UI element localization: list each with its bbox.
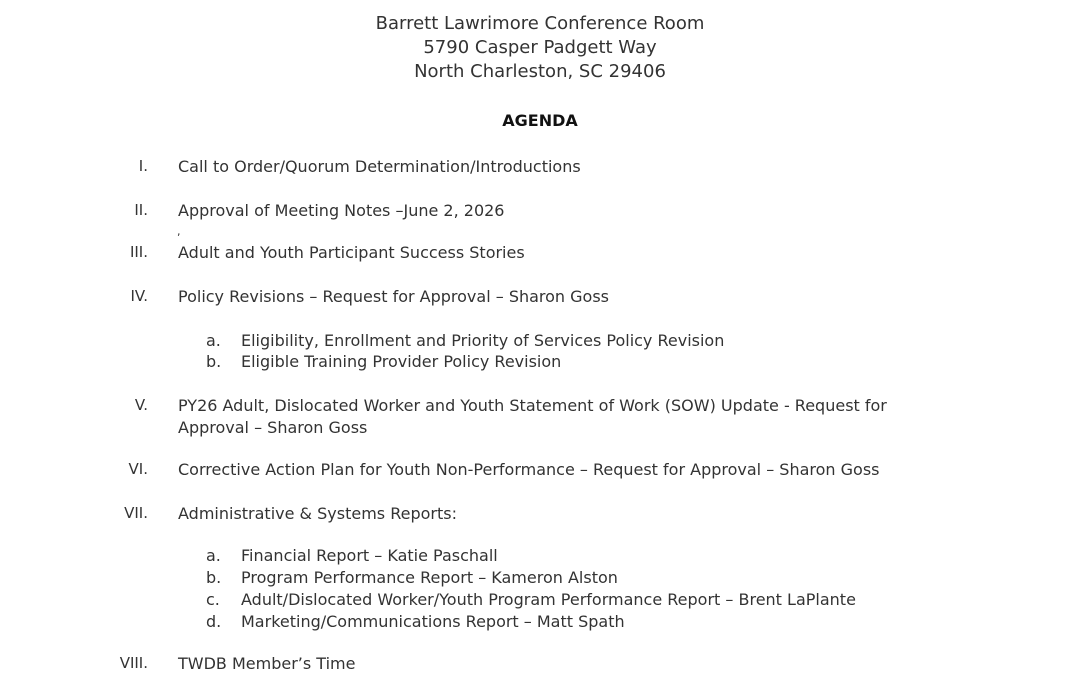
agenda-item: Approval of Meeting Notes –June 2, 2026 bbox=[178, 201, 505, 220]
agenda-item: Policy Revisions – Request for Approval – Sharon Goss bbox=[178, 287, 610, 306]
stray-mark: , bbox=[177, 225, 181, 238]
agenda-subitem: Adult/Dislocated Worker/Youth Program Performance Report – Brent LaPlante bbox=[241, 590, 856, 609]
item-number: III. bbox=[129, 243, 148, 261]
subitem-letter: c. bbox=[206, 590, 220, 609]
agenda-title: AGENDA bbox=[502, 111, 578, 130]
item-number: IV. bbox=[130, 287, 148, 305]
agenda-item: Call to Order/Quorum Determination/Introductions bbox=[178, 157, 581, 176]
subitem-letter: d. bbox=[206, 612, 222, 631]
agenda-item: TWDB Member’s Time bbox=[178, 654, 356, 673]
item-number: V. bbox=[134, 396, 148, 414]
agenda-item: Administrative & Systems Reports: bbox=[178, 504, 457, 523]
item-number: VII. bbox=[124, 504, 148, 522]
agenda-item: Adult and Youth Participant Success Stories bbox=[178, 243, 525, 262]
item-number: II. bbox=[134, 201, 148, 219]
agenda-subitem: Marketing/Communications Report – Matt Spath bbox=[241, 612, 625, 631]
agenda-item-continued: Approval – Sharon Goss bbox=[178, 418, 368, 437]
agenda-item: Corrective Action Plan for Youth Non-Performance – Request for Approval – Sharon Goss bbox=[178, 460, 880, 479]
agenda-item: PY26 Adult, Dislocated Worker and Youth Statement of Work (SOW) Update - Request for bbox=[178, 396, 887, 415]
venue-city: North Charleston, SC 29406 bbox=[414, 61, 666, 82]
agenda-subitem: Eligibility, Enrollment and Priority of Services Policy Revision bbox=[241, 331, 725, 350]
subitem-letter: a. bbox=[206, 546, 221, 565]
item-number: I. bbox=[138, 157, 148, 175]
subitem-letter: b. bbox=[206, 352, 222, 371]
agenda-subitem: Program Performance Report – Kameron Alston bbox=[241, 568, 618, 587]
subitem-letter: a. bbox=[206, 331, 221, 350]
agenda-subitem: Eligible Training Provider Policy Revision bbox=[241, 352, 562, 371]
venue-name: Barrett Lawrimore Conference Room bbox=[375, 13, 705, 34]
subitem-letter: b. bbox=[206, 568, 222, 587]
agenda-subitem: Financial Report – Katie Paschall bbox=[241, 546, 498, 565]
item-number: VI. bbox=[128, 460, 148, 478]
item-number: VIII. bbox=[119, 654, 148, 672]
venue-street: 5790 Casper Padgett Way bbox=[423, 37, 657, 58]
